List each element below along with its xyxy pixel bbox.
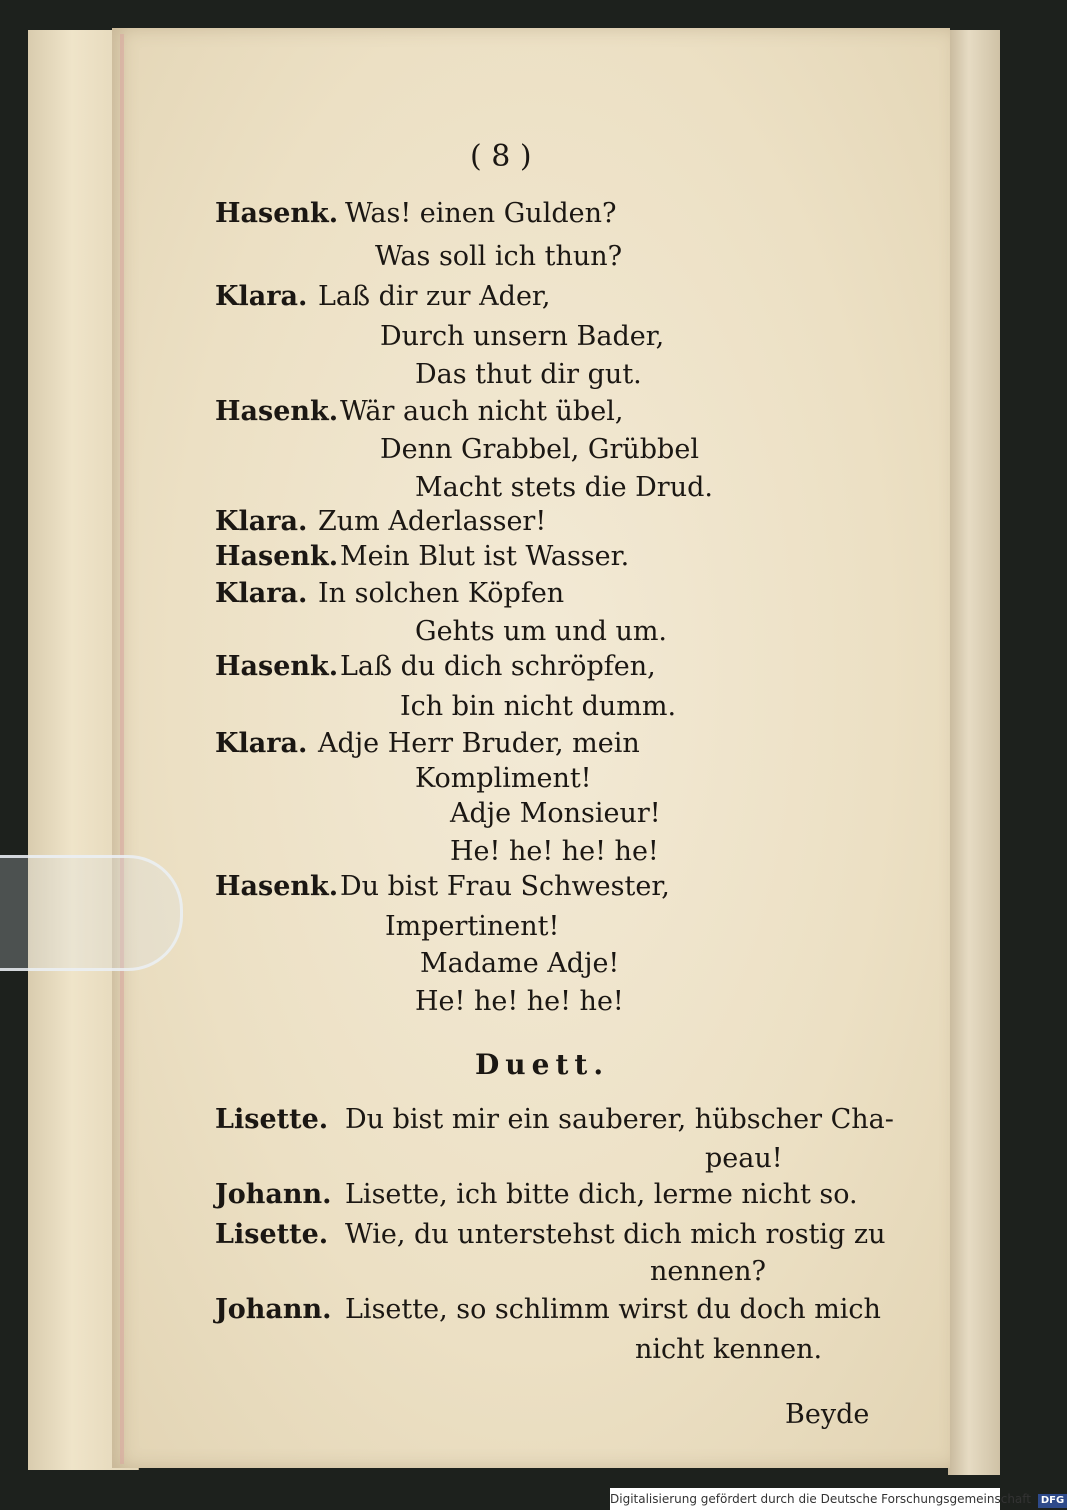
verse-line: Was soll ich thun? [375, 241, 623, 272]
verse-line: Ich bin nicht dumm. [400, 691, 677, 722]
verse-line: Adje Herr Bruder, mein [318, 728, 640, 759]
verse-line: In solchen Köpfen [318, 578, 565, 609]
speaker-label: Klara. [215, 728, 308, 759]
speaker-label: Hasenk. [215, 651, 339, 682]
verse-line: Wie, du unterstehst dich mich rostig zu [345, 1219, 886, 1250]
speaker-label: Johann. [215, 1294, 332, 1325]
speaker-label: Lisette. [215, 1219, 329, 1250]
verse-line: Was! einen Gulden? [345, 198, 617, 229]
speaker-label: Johann. [215, 1179, 332, 1210]
verse-line: Laß dir zur Ader, [318, 281, 551, 312]
verse-line: Denn Grabbel, Grübbel [380, 434, 699, 465]
verse-line: Mein Blut ist Wasser. [340, 541, 630, 572]
speaker-label: Hasenk. [215, 198, 339, 229]
verse-line: Lisette, ich bitte dich, lerme nicht so. [345, 1179, 858, 1210]
catchword: Beyde [785, 1399, 870, 1430]
verse-line: Du bist mir ein sauberer, hübscher Cha- [345, 1104, 894, 1135]
speaker-label: Klara. [215, 506, 308, 537]
speaker-label: Klara. [215, 578, 308, 609]
verse-line: nennen? [650, 1256, 766, 1287]
footer-text: Digitalisierung gefördert durch die Deutsche Forschungsgemeinschaft [610, 1492, 1032, 1506]
verse-line: peau! [705, 1143, 783, 1174]
speaker-label: Hasenk. [215, 541, 339, 572]
speaker-label: Lisette. [215, 1104, 329, 1135]
verse-line: Lisette, so schlimm wirst du doch mich [345, 1294, 881, 1325]
footer-credit [610, 1488, 1065, 1510]
verse-line: He! he! he! he! [450, 836, 659, 867]
verse-line: Das thut dir gut. [415, 359, 642, 390]
speaker-label: Klara. [215, 281, 308, 312]
speaker-label: Hasenk. [215, 871, 339, 902]
verse-line: Durch unsern Bader, [380, 321, 665, 352]
verse-line: Impertinent! [385, 911, 560, 942]
verse-line: Kompliment! [415, 763, 592, 794]
verse-line: Du bist Frau Schwester, [340, 871, 670, 902]
verse-line: Zum Aderlasser! [318, 506, 547, 537]
section-heading: Duett. [475, 1048, 610, 1081]
verse-line: Laß du dich schröpfen, [340, 651, 656, 682]
page-clip [0, 855, 183, 971]
verse-line: Wär auch nicht übel, [340, 396, 624, 427]
speaker-label: Hasenk. [215, 396, 339, 427]
verse-line: He! he! he! he! [415, 986, 624, 1017]
verse-line: nicht kennen. [635, 1334, 823, 1365]
verse-line: Gehts um und um. [415, 616, 668, 647]
verse-line: Madame Adje! [420, 948, 620, 979]
dfg-logo: DFG [1038, 1494, 1067, 1508]
verse-line: Adje Monsieur! [450, 798, 661, 829]
page-number: ( 8 ) [470, 139, 532, 174]
verse-line: Macht stets die Drud. [415, 472, 713, 503]
